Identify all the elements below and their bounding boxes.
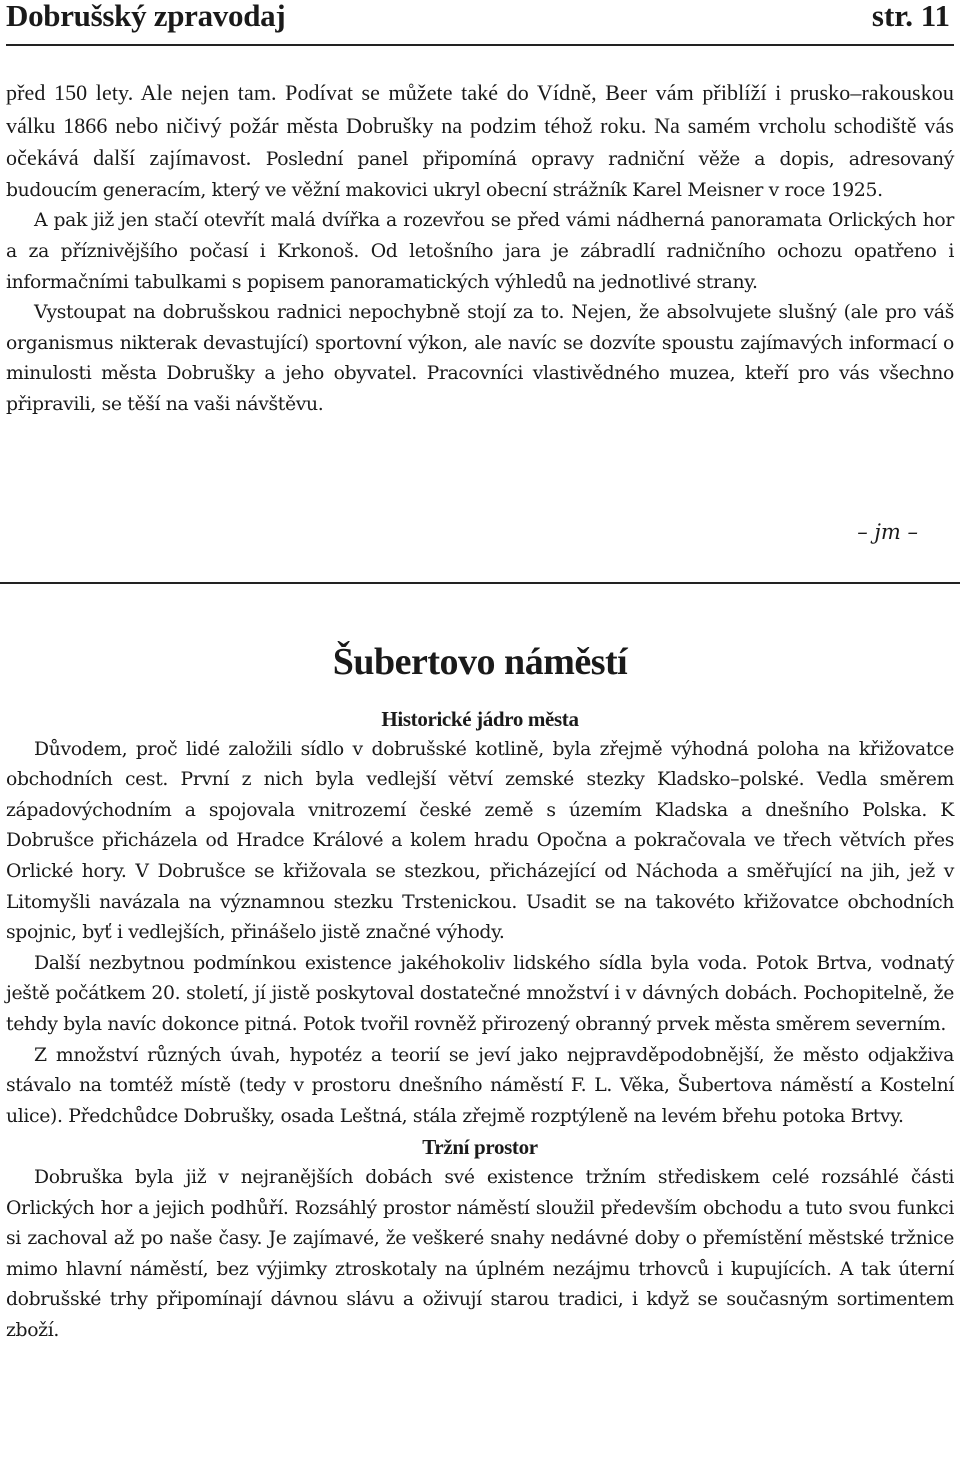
paragraph [6,78,954,206]
section-heading: Tržní prostor [422,1135,538,1160]
article-divider [0,582,960,584]
article-continuation [6,78,954,421]
paragraph: Z množství různých úvah, hypotéz a teorií se jeví jako nejpravděpodobnější, že město odjakživa stávalo na tomtéž místě (tedy v prostoru dnešního náměstí F. L. Věka, Šubertova náměstí a Kostelní ulice). Předchůdce Dobrušky, osada Leštná, stála zřejmě rozptýleně na levém břehu potoka Brtvy. [6,1044,954,1127]
section-heading: Historické jádro města [381,707,579,731]
paragraph: A pak již jen stačí otevřít malá dvířka a rozevřou se před vámi nádherná panoramata Orlických hor a za příznivějšího počasí i Krkonoš. Od letošního jara je zábradlí radničního ochozu opatřeno i informačními tabulkami s popisem panoramatických výhledů na jednotlivé strany. [6,210,954,293]
page-header [6,0,954,42]
paragraph: Další nezbytnou podmínkou existence jakéhokoliv lidského sídla byla voda. Potok Brtva, vodnatý ještě počátkem 20. století, jí jistě poskytoval dostatečné množství i v dávných dobách. Pochopitelně, že tehdy byla navíc dokonce pitná. Potok tvořil rovněž přirozený obranný prvek města směrem severním. [6,952,954,1035]
article-body [6,704,954,1346]
newsletter-title: Dobrušský zpravodaj [6,0,286,33]
header-rule [6,44,954,46]
text-line: před 150 lety. Ale nejen tam. Podívat se můžete také do Vídně, Beer vám přiblíží [6,80,767,105]
paragraph: Dobruška byla již v nejranějších dobách své existence tržním střediskem celé rozsáhlé části Orlických hor a jejich podhůří. Rozsáhlý prostor náměstí sloužil především obchodu a tuto svou funkci si zachoval až po naše časy. Je zajímavé, že veškeré snahy nedávné doby o přemístění městské tržnice mimo hlavní náměstí, bez výjimky ztroskotaly na úplném nezájmu trhovců i kupujících. A tak úterní dobrušské trhy připomínají dávnou slávu a oživují starou tradici, i když se současným sortimentem zboží. [6,1166,954,1341]
paragraph: Důvodem, proč lidé založili sídlo v dobrušské kotlině, byla zřejmě výhodná poloha na křižovatce obchodních cest. První z nich byla vedlejší větví zemské stezky Kladsko–polské. Vedla směrem západovýchodním a spojovala vnitrozemí české země s územím Kladska a dnešního Polska. K Dobrušce přicházela od Hradce Králové a kolem hradu Opočna a pokračovala ve třech větvích přes Orlické hory. V Dobrušce se křižovala se stezkou, přicházející od Náchoda a směřující na jih, jež v Litomyšli navázala na významnou stezku Trstenickou. Usadit se na takovéto křižovatce obchodních spojnic, byť i vedlejších, přinášelo jistě značné výhody. [6,738,954,944]
author-signature: – jm – [857,520,918,544]
text-line: roku. Na samém vrcholu schodiště vás očekává další zajímavost. [6,112,954,171]
paragraph: Vystoupat na dobrušskou radnici nepochybně stojí za to. Nejen, že absolvujete slušný (ale pro váš organismus nikterak devastující) sportovní výkon, ale navíc se dozvíte spoustu zajímavých informací o minulosti města Dobrušky a jeho obyvatel. Pracovníci vlastivědného muzea, kteří pro vás všechno připravili, se těší na vaši návštěvu. [6,302,954,415]
text-line: i prusko–rakouskou válku 1866 nebo ničivý požár města Dobrušky na podzim téhož [6,80,955,138]
article-title: Šubertovo náměstí [332,641,628,683]
text-span: Poslední panel připomíná opravy radniční věže a dopis, adresovaný budoucím generacím, který ve věžní makovici ukryl obecní strážník Karel Meisner v roce 1925. [6,149,954,201]
page-number: str. 11 [871,0,950,33]
